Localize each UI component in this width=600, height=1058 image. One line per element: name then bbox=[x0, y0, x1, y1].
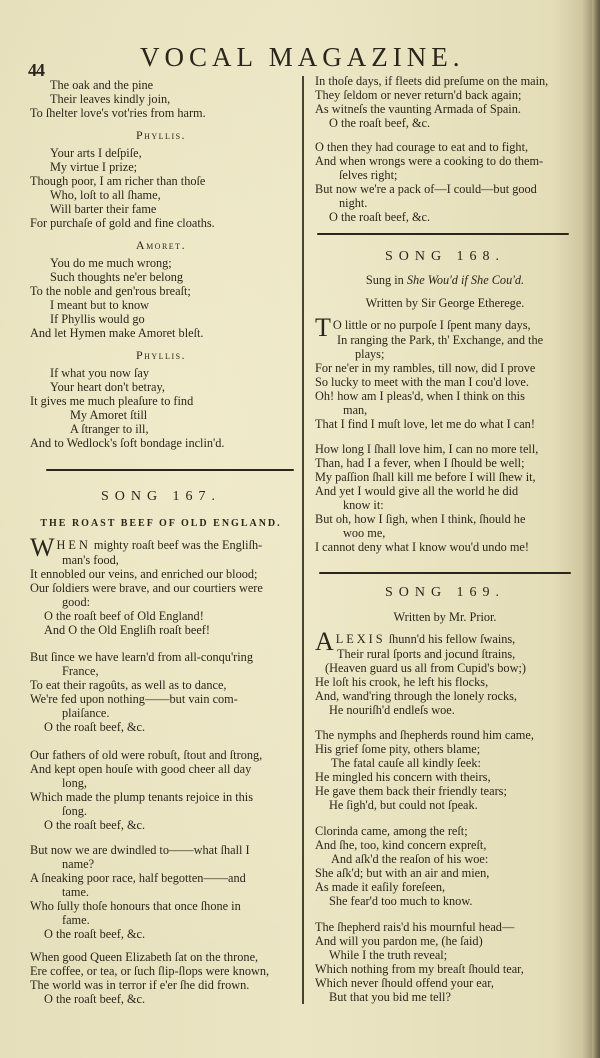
verse-line: (Heaven guard us all from Cupid's bow;) bbox=[325, 661, 526, 675]
verse-line: And when wrongs were a cooking to do them- bbox=[315, 154, 544, 168]
refrain-line: O the roaſt beef, &c. bbox=[44, 720, 146, 734]
verse-line: Your arts I deſpiſe, bbox=[50, 146, 142, 160]
verse-line: To eat their ragoûts, as well as to dance, bbox=[30, 678, 227, 692]
verse-line: Who, loſt to all ſhame, bbox=[50, 188, 161, 202]
drop-cap: T bbox=[315, 313, 331, 342]
speaker-heading: Phyllis. bbox=[135, 348, 187, 362]
refrain-line: O the roaſt beef of Old England! bbox=[44, 609, 204, 623]
verse-line: And ſhe, too, kind concern expreſt, bbox=[315, 838, 487, 852]
section-rule bbox=[46, 469, 294, 471]
verse-line: And aſk'd the reaſon of his woe: bbox=[331, 852, 489, 866]
verse-line: As witneſs the vaunting Armada of Spain. bbox=[315, 102, 521, 116]
verse-line: He nouriſh'd endleſs woe. bbox=[329, 703, 455, 717]
refrain-line: O the roaſt beef, &c. bbox=[44, 927, 146, 941]
verse-line: She fear'd too much to know. bbox=[329, 894, 473, 908]
verse-line: For purchaſe of gold and fine cloaths. bbox=[30, 216, 215, 230]
verse-line: She aſk'd; but with an air and mien, bbox=[315, 866, 490, 880]
verse-line: A ſtranger to ill, bbox=[70, 422, 149, 436]
verse-line: O then they had courage to eat and to fight, bbox=[315, 140, 529, 154]
verse-line: man, bbox=[343, 403, 368, 417]
verse-line: The ſhepherd rais'd his mournful head— bbox=[315, 920, 515, 934]
verse-line: He mingled his concern with theirs, bbox=[315, 770, 491, 784]
column-divider bbox=[302, 76, 304, 1004]
refrain-line: And O the Old Engliſh roaſt beef! bbox=[44, 623, 210, 637]
section-rule bbox=[317, 233, 569, 235]
verse-line: Clorinda came, among the reſt; bbox=[315, 824, 468, 838]
refrain-line: O the roaſt beef, &c. bbox=[44, 818, 146, 832]
page-header bbox=[0, 40, 600, 80]
verse-line: And yet I would give all the world he did bbox=[315, 484, 519, 498]
verse-line: His grief ſome pity, others blame; bbox=[315, 742, 481, 756]
verse-line: Which nothing from my breaſt ſhould tear, bbox=[315, 962, 524, 976]
verse-line: And let Hymen make Amoret bleſt. bbox=[30, 326, 204, 340]
first-line: T O little or no purpoſe I ſpent many days, bbox=[315, 313, 531, 342]
verse-line: But ſince we have learn'd from all-conqu'ring bbox=[30, 650, 253, 664]
verse-line: The fatal cauſe all kindly ſeek: bbox=[331, 756, 481, 770]
verse-line: In ranging the Park, th' Exchange, and the bbox=[337, 333, 544, 347]
verse-line: name? bbox=[62, 857, 95, 871]
verse-line: He ſigh'd, but could not ſpeak. bbox=[329, 798, 478, 812]
refrain-line: O the roaſt beef, &c. bbox=[329, 116, 431, 130]
verse-line: The nymphs and ſhepherds round him came, bbox=[315, 728, 534, 742]
song-title: SONG 169. bbox=[384, 585, 506, 600]
first-line: A LEXIS ſhunn'd his fellow ſwains, bbox=[315, 627, 516, 656]
refrain-line: O the roaſt beef, &c. bbox=[44, 992, 146, 1006]
verse-line: The oak and the pine bbox=[50, 78, 154, 92]
speaker-heading: Amoret. bbox=[135, 238, 187, 252]
verse-line: We're fed upon nothing——but vain com- bbox=[30, 692, 238, 706]
verse-line: So lucky to meet with the man I cou'd love. bbox=[315, 375, 529, 389]
verse-line: If Phyllis would go bbox=[50, 312, 145, 326]
page-number: 44 bbox=[28, 60, 44, 80]
song-author: Written by Mr. Prior. bbox=[393, 610, 497, 624]
verse-line: A ſneaking poor race, half begotten——and bbox=[30, 871, 246, 885]
verse-line: Oh! how am I pleas'd, when I think on this bbox=[315, 389, 525, 403]
drop-cap: W bbox=[30, 533, 55, 562]
verse-line: He loſt his crook, he left his flocks, bbox=[315, 675, 489, 689]
verse-line: Their leaves kindly join, bbox=[50, 92, 171, 106]
section-rule bbox=[319, 572, 571, 574]
verse-line: They ſeldom or never return'd back again; bbox=[315, 88, 522, 102]
verse-line: If what you now ſay bbox=[50, 366, 150, 380]
verse-line: My Amoret ſtill bbox=[70, 408, 148, 422]
verse-line: And, wand'ring through the lonely rocks, bbox=[315, 689, 518, 703]
verse-line: tame. bbox=[62, 885, 89, 899]
verse-line: It gives me much pleaſure to find bbox=[30, 394, 194, 408]
verse-line: The world was in terror if e'er ſhe did frown. bbox=[30, 978, 250, 992]
verse-line: But now we're a pack of—I could—but good bbox=[315, 182, 537, 196]
verse-line: ſelves right; bbox=[339, 168, 398, 182]
song-source: Sung in She Wou'd if She Cou'd. bbox=[365, 273, 525, 287]
verse-line: In thoſe days, if fleets did preſume on the main, bbox=[315, 74, 549, 88]
verse-line: Will barter their fame bbox=[50, 202, 157, 216]
verse-line: fame. bbox=[62, 913, 90, 927]
verse-line: Which never ſhould offend your ear, bbox=[315, 976, 494, 990]
verse-line: You do me much wrong; bbox=[50, 256, 172, 270]
verse-line: While I the truth reveal; bbox=[329, 948, 448, 962]
verse-line: good: bbox=[62, 595, 91, 609]
verse-line: Your heart don't betray, bbox=[50, 380, 165, 394]
song-subtitle: THE ROAST BEEF OF OLD ENGLAND. bbox=[40, 518, 282, 529]
refrain-line: O the roaſt beef, &c. bbox=[329, 210, 431, 224]
verse-line: To ſhelter love's vot'ries from harm. bbox=[30, 106, 206, 120]
verse-line: And kept open houſe with good cheer all day bbox=[30, 762, 252, 776]
verse-line: know it: bbox=[343, 498, 384, 512]
book-binding-edge bbox=[592, 0, 600, 1058]
verse-line: My virtue I prize; bbox=[50, 160, 138, 174]
verse-line: I meant but to know bbox=[50, 298, 150, 312]
verse-line: How long I ſhall love him, I can no more tell, bbox=[315, 442, 539, 456]
verse-line: France, bbox=[62, 664, 99, 678]
verse-line: As made it eaſily foreſeen, bbox=[315, 880, 446, 894]
verse-line: Our ſoldiers were brave, and our courtiers were bbox=[30, 581, 263, 595]
verse-line: But oh, how I ſigh, when I think, ſhould he bbox=[315, 512, 526, 526]
verse-line: Than, had I a fever, when I ſhould be well; bbox=[315, 456, 525, 470]
verse-line: To the noble and gen'rous breaſt; bbox=[30, 284, 191, 298]
first-line: W HEN mighty roaſt beef was the Engliſh- bbox=[30, 533, 263, 562]
verse-line: But that you bid me tell? bbox=[329, 990, 451, 1004]
verse-line: And to Wedlock's ſoft bondage inclin'd. bbox=[30, 436, 225, 450]
verse-line: Ere coffee, or tea, or ſuch ſlip-ſlops were known, bbox=[30, 964, 270, 978]
verse-line: He gave them back their friendly tears; bbox=[315, 784, 507, 798]
verse-line: I cannot deny what I know wou'd undo me! bbox=[315, 540, 529, 554]
verse-line: Which made the plump tenants rejoice in this bbox=[30, 790, 253, 804]
running-title: VOCAL MAGAZINE. bbox=[140, 42, 465, 72]
song-title: SONG 168. bbox=[384, 249, 506, 264]
verse-line: Such thoughts ne'er belong bbox=[50, 270, 184, 284]
verse-line: ſong. bbox=[62, 804, 87, 818]
speaker-heading: Phyllis. bbox=[135, 128, 187, 142]
song-author: Written by Sir George Etherege. bbox=[365, 296, 525, 310]
verse-line: plaiſance. bbox=[62, 706, 110, 720]
verse-line: Who ſully thoſe honours that once ſhone in bbox=[30, 899, 241, 913]
verse-line: Our fathers of old were robuſt, ſtout and ſtrong, bbox=[30, 748, 263, 762]
verse-line: Their rural ſports and jocund ſtrains, bbox=[337, 647, 516, 661]
verse-line: It ennobled our veins, and enriched our blood; bbox=[30, 567, 258, 581]
verse-line: long, bbox=[62, 776, 87, 790]
verse-line: And will you pardon me, (he ſaid) bbox=[315, 934, 483, 948]
verse-line: When good Queen Elizabeth ſat on the throne, bbox=[30, 950, 259, 964]
verse-line: For ne'er in my rambles, till now, did I prove bbox=[315, 361, 536, 375]
verse-line: plays; bbox=[355, 347, 385, 361]
verse-line: man's food, bbox=[62, 553, 119, 567]
verse-line: My paſſion ſhall kill me before I will ſhew it, bbox=[315, 470, 536, 484]
verse-line: woo me, bbox=[343, 526, 386, 540]
verse-line: But now we are dwindled to——what ſhall I bbox=[30, 843, 250, 857]
song-title: SONG 167. bbox=[100, 489, 222, 504]
drop-cap: A bbox=[315, 627, 334, 656]
verse-line: That I find I muſt love, let me do what I can! bbox=[315, 417, 535, 431]
verse-line: Though poor, I am richer than thoſe bbox=[30, 174, 206, 188]
verse-line: night. bbox=[339, 196, 368, 210]
